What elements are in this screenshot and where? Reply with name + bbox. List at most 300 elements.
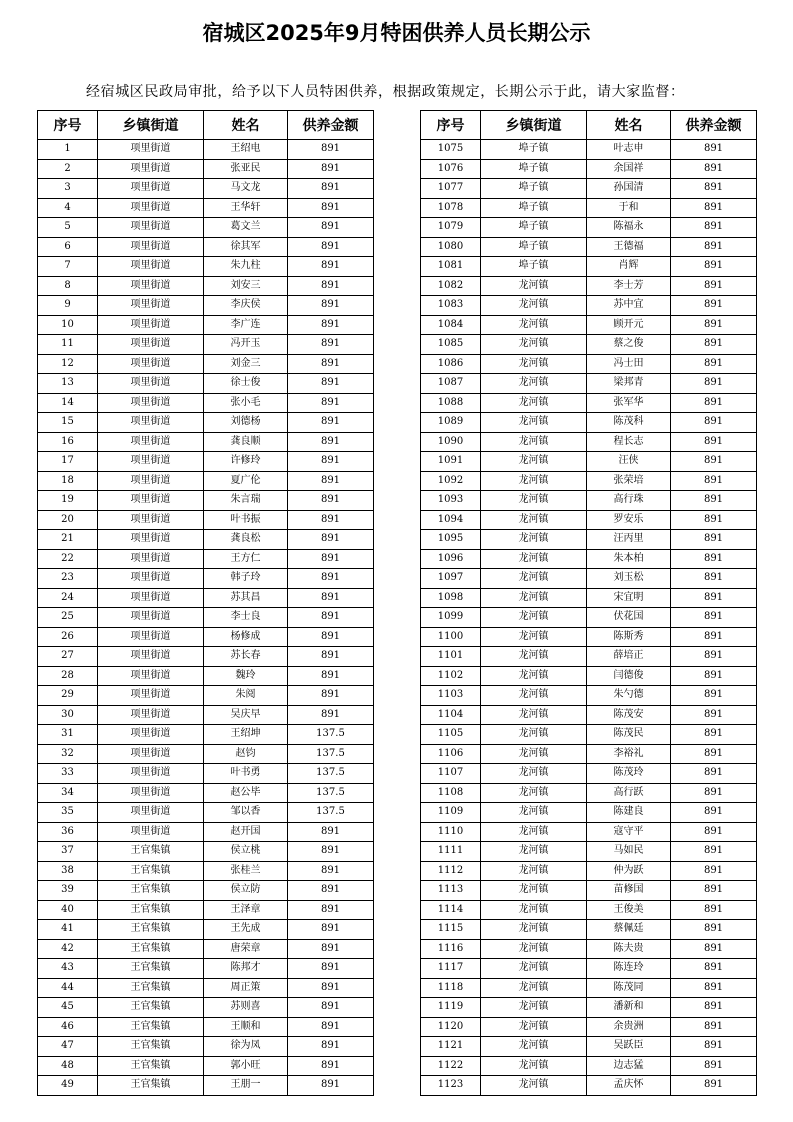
cell-serial: 1122 — [421, 1056, 481, 1076]
cell-name: 吴跃臣 — [587, 1037, 671, 1057]
cell-amount: 891 — [671, 257, 757, 277]
cell-serial: 1085 — [421, 335, 481, 355]
cell-serial: 20 — [38, 510, 98, 530]
cell-amount: 891 — [671, 393, 757, 413]
cell-amount: 891 — [671, 374, 757, 394]
cell-serial: 25 — [38, 608, 98, 628]
cell-town: 项里街道 — [98, 666, 204, 686]
cell-serial: 15 — [38, 413, 98, 433]
cell-amount: 891 — [671, 237, 757, 257]
cell-name: 高行珠 — [587, 491, 671, 511]
cell-town: 龙河镇 — [481, 978, 587, 998]
table-row — [38, 900, 374, 920]
cell-town: 龙河镇 — [481, 627, 587, 647]
cell-name: 程长志 — [587, 432, 671, 452]
cell-name: 王俊美 — [587, 900, 671, 920]
table-row — [38, 237, 374, 257]
cell-amount: 891 — [288, 257, 374, 277]
table-row — [38, 374, 374, 394]
cell-amount: 891 — [671, 471, 757, 491]
table-row — [38, 1017, 374, 1037]
cell-amount: 891 — [288, 569, 374, 589]
cell-name: 王绍坤 — [204, 725, 288, 745]
cell-town: 王官集镇 — [98, 1056, 204, 1076]
cell-town: 项里街道 — [98, 140, 204, 160]
cell-town: 王官集镇 — [98, 900, 204, 920]
cell-amount: 891 — [671, 842, 757, 862]
table-row — [421, 257, 757, 277]
cell-name: 蔡佩廷 — [587, 920, 671, 940]
cell-town: 项里街道 — [98, 510, 204, 530]
table-row — [421, 1076, 757, 1096]
table-row — [38, 647, 374, 667]
cell-amount: 891 — [288, 413, 374, 433]
cell-town: 项里街道 — [98, 744, 204, 764]
cell-town: 龙河镇 — [481, 510, 587, 530]
table-row — [421, 432, 757, 452]
cell-name: 邹以香 — [204, 803, 288, 823]
cell-serial: 1087 — [421, 374, 481, 394]
cell-serial: 1075 — [421, 140, 481, 160]
table-row — [421, 549, 757, 569]
table-row — [38, 666, 374, 686]
cell-amount: 891 — [671, 998, 757, 1018]
cell-name: 韩子玲 — [204, 569, 288, 589]
cell-amount: 891 — [671, 179, 757, 199]
cell-amount: 891 — [288, 510, 374, 530]
cell-town: 项里街道 — [98, 588, 204, 608]
cell-amount: 891 — [671, 783, 757, 803]
cell-name: 龚良松 — [204, 530, 288, 550]
cell-name: 陈福永 — [587, 218, 671, 238]
cell-serial: 1080 — [421, 237, 481, 257]
cell-serial: 31 — [38, 725, 98, 745]
cell-amount: 137.5 — [288, 744, 374, 764]
cell-town: 项里街道 — [98, 393, 204, 413]
cell-serial: 1083 — [421, 296, 481, 316]
cell-name: 苗修国 — [587, 881, 671, 901]
cell-name: 汪侠 — [587, 452, 671, 472]
cell-serial: 14 — [38, 393, 98, 413]
cell-name: 赵公毕 — [204, 783, 288, 803]
cell-amount: 891 — [671, 335, 757, 355]
cell-amount: 891 — [671, 744, 757, 764]
cell-town: 项里街道 — [98, 569, 204, 589]
cell-name: 张军华 — [587, 393, 671, 413]
header-town: 乡镇街道 — [481, 111, 587, 140]
table-row — [38, 627, 374, 647]
cell-town: 项里街道 — [98, 354, 204, 374]
cell-serial: 4 — [38, 198, 98, 218]
cell-amount: 891 — [288, 179, 374, 199]
header-row — [421, 111, 757, 140]
cell-name: 王方仁 — [204, 549, 288, 569]
cell-town: 龙河镇 — [481, 900, 587, 920]
cell-serial: 1098 — [421, 588, 481, 608]
cell-town: 项里街道 — [98, 491, 204, 511]
cell-serial: 42 — [38, 939, 98, 959]
table-row — [421, 510, 757, 530]
cell-name: 余国祥 — [587, 159, 671, 179]
table-row — [38, 1037, 374, 1057]
cell-name: 陈茂安 — [587, 705, 671, 725]
cell-serial: 1110 — [421, 822, 481, 842]
table-row — [421, 471, 757, 491]
cell-amount: 891 — [671, 939, 757, 959]
cell-town: 王官集镇 — [98, 959, 204, 979]
cell-town: 龙河镇 — [481, 803, 587, 823]
cell-town: 龙河镇 — [481, 939, 587, 959]
cell-serial: 1078 — [421, 198, 481, 218]
cell-serial: 1123 — [421, 1076, 481, 1096]
cell-town: 埠子镇 — [481, 198, 587, 218]
cell-name: 仲为跃 — [587, 861, 671, 881]
cell-name: 张桂兰 — [204, 861, 288, 881]
cell-amount: 891 — [671, 159, 757, 179]
cell-name: 郭小旺 — [204, 1056, 288, 1076]
table-row — [38, 140, 374, 160]
cell-town: 王官集镇 — [98, 842, 204, 862]
table-row — [421, 452, 757, 472]
cell-serial: 1077 — [421, 179, 481, 199]
cell-name: 薛培正 — [587, 647, 671, 667]
cell-amount: 891 — [288, 588, 374, 608]
cell-serial: 6 — [38, 237, 98, 257]
cell-name: 张小毛 — [204, 393, 288, 413]
table-row — [38, 686, 374, 706]
cell-town: 埠子镇 — [481, 159, 587, 179]
cell-serial: 22 — [38, 549, 98, 569]
cell-town: 项里街道 — [98, 647, 204, 667]
cell-town: 项里街道 — [98, 549, 204, 569]
cell-town: 龙河镇 — [481, 764, 587, 784]
cell-serial: 46 — [38, 1017, 98, 1037]
cell-town: 王官集镇 — [98, 1017, 204, 1037]
cell-amount: 891 — [288, 549, 374, 569]
cell-town: 项里街道 — [98, 530, 204, 550]
cell-name: 叶志申 — [587, 140, 671, 160]
cell-amount: 891 — [671, 764, 757, 784]
cell-town: 埠子镇 — [481, 179, 587, 199]
table-row — [421, 374, 757, 394]
cell-serial: 8 — [38, 276, 98, 296]
cell-town: 龙河镇 — [481, 315, 587, 335]
table-row — [421, 276, 757, 296]
cell-serial: 1102 — [421, 666, 481, 686]
cell-amount: 891 — [671, 978, 757, 998]
roster-table-left — [37, 110, 374, 1096]
cell-serial: 18 — [38, 471, 98, 491]
cell-town: 项里街道 — [98, 335, 204, 355]
cell-name: 陈连玲 — [587, 959, 671, 979]
table-row — [38, 179, 374, 199]
table-row — [38, 1056, 374, 1076]
cell-name: 冯开玉 — [204, 335, 288, 355]
cell-name: 马文龙 — [204, 179, 288, 199]
cell-name: 朱阅 — [204, 686, 288, 706]
table-row — [38, 432, 374, 452]
table-row — [421, 978, 757, 998]
cell-name: 王顺和 — [204, 1017, 288, 1037]
cell-serial: 1109 — [421, 803, 481, 823]
cell-town: 龙河镇 — [481, 335, 587, 355]
cell-name: 苏中宜 — [587, 296, 671, 316]
cell-name: 朱勺德 — [587, 686, 671, 706]
table-row — [38, 296, 374, 316]
cell-amount: 891 — [671, 296, 757, 316]
table-row — [38, 198, 374, 218]
table-row — [421, 705, 757, 725]
table-row — [38, 491, 374, 511]
table-row — [421, 783, 757, 803]
cell-name: 苏长春 — [204, 647, 288, 667]
cell-amount: 137.5 — [288, 803, 374, 823]
cell-serial: 1105 — [421, 725, 481, 745]
cell-town: 王官集镇 — [98, 1076, 204, 1096]
cell-town: 龙河镇 — [481, 783, 587, 803]
table-row — [38, 803, 374, 823]
cell-name: 蔡之俊 — [587, 335, 671, 355]
cell-amount: 891 — [288, 842, 374, 862]
table-row — [38, 783, 374, 803]
cell-serial: 41 — [38, 920, 98, 940]
cell-amount: 891 — [671, 198, 757, 218]
cell-amount: 891 — [671, 608, 757, 628]
table-row — [38, 159, 374, 179]
header-amount: 供养金额 — [288, 111, 374, 140]
table-row — [38, 335, 374, 355]
cell-name: 叶书勇 — [204, 764, 288, 784]
cell-serial: 39 — [38, 881, 98, 901]
cell-serial: 28 — [38, 666, 98, 686]
cell-amount: 891 — [671, 276, 757, 296]
cell-town: 龙河镇 — [481, 861, 587, 881]
cell-amount: 891 — [288, 393, 374, 413]
cell-name: 陈茂玲 — [587, 764, 671, 784]
cell-town: 项里街道 — [98, 686, 204, 706]
cell-serial: 1106 — [421, 744, 481, 764]
cell-town: 龙河镇 — [481, 1017, 587, 1037]
table-row — [38, 549, 374, 569]
cell-town: 龙河镇 — [481, 686, 587, 706]
cell-town: 王官集镇 — [98, 978, 204, 998]
cell-amount: 891 — [288, 1076, 374, 1096]
table-row — [38, 998, 374, 1018]
cell-serial: 5 — [38, 218, 98, 238]
cell-name: 边志猛 — [587, 1056, 671, 1076]
cell-amount: 891 — [288, 1017, 374, 1037]
cell-amount: 891 — [671, 413, 757, 433]
table-row — [421, 237, 757, 257]
cell-town: 龙河镇 — [481, 744, 587, 764]
cell-town: 项里街道 — [98, 705, 204, 725]
header-amount: 供养金额 — [671, 111, 757, 140]
cell-amount: 891 — [671, 822, 757, 842]
cell-amount: 891 — [288, 315, 374, 335]
cell-town: 项里街道 — [98, 276, 204, 296]
cell-serial: 1081 — [421, 257, 481, 277]
table-row — [421, 179, 757, 199]
cell-amount: 891 — [671, 510, 757, 530]
table-row — [421, 725, 757, 745]
cell-serial: 1084 — [421, 315, 481, 335]
cell-serial: 13 — [38, 374, 98, 394]
cell-serial: 1118 — [421, 978, 481, 998]
cell-name: 宋宜明 — [587, 588, 671, 608]
cell-town: 项里街道 — [98, 452, 204, 472]
cell-town: 龙河镇 — [481, 393, 587, 413]
cell-name: 李士良 — [204, 608, 288, 628]
cell-name: 于和 — [587, 198, 671, 218]
table-row — [421, 803, 757, 823]
cell-serial: 1100 — [421, 627, 481, 647]
cell-amount: 891 — [671, 218, 757, 238]
cell-serial: 1079 — [421, 218, 481, 238]
cell-name: 朱言瑞 — [204, 491, 288, 511]
cell-amount: 137.5 — [288, 783, 374, 803]
table-row — [38, 569, 374, 589]
cell-town: 龙河镇 — [481, 705, 587, 725]
page-title: 宿城区2025年9月特困供养人员长期公示 — [202, 21, 591, 45]
cell-serial: 32 — [38, 744, 98, 764]
cell-town: 龙河镇 — [481, 920, 587, 940]
cell-name: 侯立桃 — [204, 842, 288, 862]
table-row — [421, 861, 757, 881]
cell-name: 陈邦才 — [204, 959, 288, 979]
cell-town: 项里街道 — [98, 471, 204, 491]
cell-serial: 16 — [38, 432, 98, 452]
table-row — [421, 822, 757, 842]
cell-name: 顾开元 — [587, 315, 671, 335]
table-row — [38, 276, 374, 296]
cell-amount: 891 — [671, 705, 757, 725]
cell-amount: 891 — [288, 452, 374, 472]
table-row — [421, 666, 757, 686]
table-row — [38, 218, 374, 238]
cell-name: 龚良顺 — [204, 432, 288, 452]
table-row — [38, 1076, 374, 1096]
cell-town: 龙河镇 — [481, 374, 587, 394]
cell-town: 龙河镇 — [481, 647, 587, 667]
cell-serial: 1089 — [421, 413, 481, 433]
cell-town: 项里街道 — [98, 257, 204, 277]
cell-name: 朱本柏 — [587, 549, 671, 569]
cell-amount: 891 — [288, 666, 374, 686]
cell-town: 龙河镇 — [481, 530, 587, 550]
cell-amount: 891 — [671, 1037, 757, 1057]
table-row — [421, 764, 757, 784]
cell-serial: 49 — [38, 1076, 98, 1096]
cell-amount: 891 — [288, 920, 374, 940]
cell-amount: 891 — [671, 549, 757, 569]
cell-amount: 891 — [671, 959, 757, 979]
cell-town: 龙河镇 — [481, 725, 587, 745]
cell-name: 汪丙里 — [587, 530, 671, 550]
cell-name: 徐士俊 — [204, 374, 288, 394]
table-row — [38, 393, 374, 413]
cell-serial: 21 — [38, 530, 98, 550]
cell-name: 陈建良 — [587, 803, 671, 823]
cell-name: 魏玲 — [204, 666, 288, 686]
cell-amount: 891 — [671, 1056, 757, 1076]
cell-name: 苏其昌 — [204, 588, 288, 608]
cell-serial: 1094 — [421, 510, 481, 530]
cell-amount: 891 — [671, 588, 757, 608]
cell-serial: 1120 — [421, 1017, 481, 1037]
table-row — [421, 569, 757, 589]
cell-town: 王官集镇 — [98, 920, 204, 940]
cell-name: 陈夫贵 — [587, 939, 671, 959]
cell-town: 龙河镇 — [481, 549, 587, 569]
table-row — [38, 608, 374, 628]
header-serial: 序号 — [421, 111, 481, 140]
table-row — [421, 1037, 757, 1057]
cell-name: 梁邦青 — [587, 374, 671, 394]
cell-amount: 891 — [288, 1037, 374, 1057]
cell-town: 埠子镇 — [481, 237, 587, 257]
cell-amount: 891 — [671, 569, 757, 589]
cell-serial: 1086 — [421, 354, 481, 374]
cell-serial: 36 — [38, 822, 98, 842]
cell-serial: 1097 — [421, 569, 481, 589]
header-serial: 序号 — [38, 111, 98, 140]
cell-amount: 891 — [671, 432, 757, 452]
cell-town: 龙河镇 — [481, 998, 587, 1018]
cell-serial: 10 — [38, 315, 98, 335]
cell-name: 王泽章 — [204, 900, 288, 920]
cell-amount: 891 — [288, 335, 374, 355]
cell-amount: 891 — [288, 354, 374, 374]
cell-name: 唐荣章 — [204, 939, 288, 959]
table-row — [38, 881, 374, 901]
cell-town: 龙河镇 — [481, 432, 587, 452]
cell-serial: 27 — [38, 647, 98, 667]
cell-name: 潘新和 — [587, 998, 671, 1018]
cell-amount: 891 — [288, 939, 374, 959]
cell-town: 龙河镇 — [481, 452, 587, 472]
header-name: 姓名 — [587, 111, 671, 140]
cell-name: 李庆侯 — [204, 296, 288, 316]
cell-serial: 1104 — [421, 705, 481, 725]
cell-town: 项里街道 — [98, 608, 204, 628]
cell-name: 陈斯秀 — [587, 627, 671, 647]
cell-amount: 891 — [288, 296, 374, 316]
cell-name: 陈茂民 — [587, 725, 671, 745]
cell-amount: 891 — [671, 666, 757, 686]
cell-town: 项里街道 — [98, 296, 204, 316]
cell-name: 伏花国 — [587, 608, 671, 628]
cell-name: 冯士田 — [587, 354, 671, 374]
cell-amount: 891 — [671, 647, 757, 667]
cell-serial: 37 — [38, 842, 98, 862]
cell-name: 许修玲 — [204, 452, 288, 472]
cell-town: 项里街道 — [98, 179, 204, 199]
cell-town: 龙河镇 — [481, 471, 587, 491]
cell-serial: 1121 — [421, 1037, 481, 1057]
cell-serial: 1099 — [421, 608, 481, 628]
cell-amount: 891 — [671, 140, 757, 160]
cell-name: 杨修成 — [204, 627, 288, 647]
header-row — [38, 111, 374, 140]
cell-town: 王官集镇 — [98, 998, 204, 1018]
table-row — [38, 939, 374, 959]
cell-town: 项里街道 — [98, 627, 204, 647]
cell-serial: 1115 — [421, 920, 481, 940]
cell-name: 王德福 — [587, 237, 671, 257]
cell-town: 埠子镇 — [481, 257, 587, 277]
table-row — [421, 647, 757, 667]
cell-amount: 891 — [671, 686, 757, 706]
